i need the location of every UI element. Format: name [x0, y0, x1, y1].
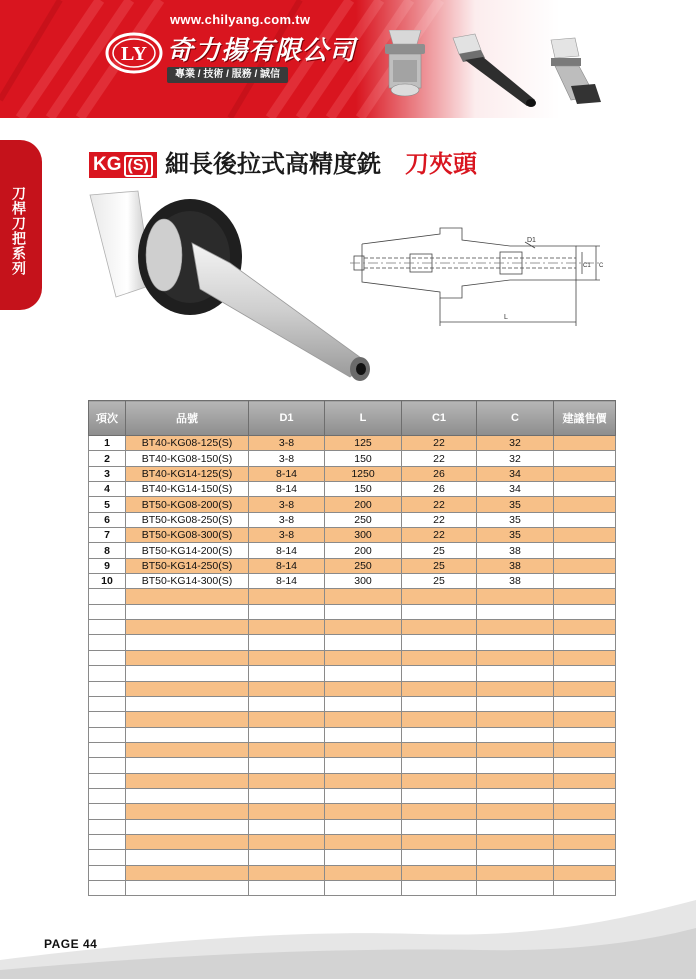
cell-part-number: [126, 635, 249, 650]
cell-index: 4: [89, 482, 126, 497]
product-code-suffix: (S): [124, 155, 153, 177]
cell-d1: [249, 788, 325, 803]
cell-index: [89, 727, 126, 742]
cell-c: [477, 742, 554, 757]
cell-d1: [249, 804, 325, 819]
cell-index: [89, 865, 126, 880]
cell-c1: [402, 727, 477, 742]
table-row: [89, 712, 616, 727]
cell-d1: [249, 635, 325, 650]
section-side-tab[interactable]: [0, 140, 42, 310]
cell-l: 150: [325, 451, 402, 466]
cell-index: [89, 635, 126, 650]
cell-c: [477, 865, 554, 880]
cell-l: [325, 604, 402, 619]
cell-index: 2: [89, 451, 126, 466]
cell-part-number: [126, 742, 249, 757]
col-header-l: L: [325, 401, 402, 436]
cell-c1: 22: [402, 451, 477, 466]
cell-l: 300: [325, 574, 402, 589]
cell-price: [554, 650, 616, 665]
table-body: [89, 436, 616, 896]
cell-c: [477, 712, 554, 727]
cell-part-number: [126, 696, 249, 711]
cell-price: [554, 466, 616, 481]
cell-c1: [402, 865, 477, 880]
cell-part-number: [126, 727, 249, 742]
cell-c1: 22: [402, 512, 477, 527]
cell-l: [325, 834, 402, 849]
cell-part-number: [126, 819, 249, 834]
cell-c: [477, 834, 554, 849]
cell-price: [554, 482, 616, 497]
cell-c: [477, 635, 554, 650]
table-row: [89, 696, 616, 711]
cell-c1: 25: [402, 574, 477, 589]
cell-l: 250: [325, 558, 402, 573]
cell-l: [325, 620, 402, 635]
cell-price: [554, 834, 616, 849]
cell-price: [554, 850, 616, 865]
table-row: [89, 558, 616, 573]
cell-index: [89, 819, 126, 834]
cell-part-number: [126, 834, 249, 849]
cell-l: [325, 758, 402, 773]
cell-c1: 25: [402, 558, 477, 573]
dim-label-c: C: [599, 263, 604, 269]
cell-d1: 3-8: [249, 451, 325, 466]
cell-d1: 3-8: [249, 512, 325, 527]
svg-text:LY: LY: [121, 43, 147, 65]
cell-l: [325, 880, 402, 895]
col-header-d1: D1: [249, 401, 325, 436]
cell-d1: [249, 758, 325, 773]
cell-part-number: [126, 804, 249, 819]
cell-d1: [249, 850, 325, 865]
cell-part-number: [126, 681, 249, 696]
cell-c: 35: [477, 528, 554, 543]
cell-d1: 8-14: [249, 574, 325, 589]
cell-part-number: BT50-KG08-200(S): [126, 497, 249, 512]
cell-l: [325, 681, 402, 696]
cell-part-number: [126, 589, 249, 604]
cell-index: [89, 758, 126, 773]
cell-c: 32: [477, 451, 554, 466]
cell-c1: 22: [402, 497, 477, 512]
col-header-c: C: [477, 401, 554, 436]
company-logo: [104, 30, 164, 76]
cell-part-number: BT40-KG08-125(S): [126, 436, 249, 451]
cell-c1: [402, 696, 477, 711]
cell-l: [325, 696, 402, 711]
cell-index: [89, 589, 126, 604]
cell-c: [477, 727, 554, 742]
cell-part-number: BT50-KG08-300(S): [126, 528, 249, 543]
cell-price: [554, 558, 616, 573]
cell-price: [554, 773, 616, 788]
cell-index: [89, 604, 126, 619]
cell-price: [554, 788, 616, 803]
cell-price: [554, 712, 616, 727]
cell-l: [325, 865, 402, 880]
cell-c: [477, 819, 554, 834]
cell-index: [89, 742, 126, 757]
cell-index: [89, 666, 126, 681]
cell-d1: [249, 819, 325, 834]
cell-c1: [402, 834, 477, 849]
cell-l: 200: [325, 497, 402, 512]
cell-part-number: BT50-KG14-300(S): [126, 574, 249, 589]
cell-price: [554, 819, 616, 834]
cell-c1: [402, 604, 477, 619]
table-row: [89, 650, 616, 665]
cell-c: [477, 650, 554, 665]
product-title-accent: 刀夾頭: [405, 151, 477, 178]
cell-index: 3: [89, 466, 126, 481]
cell-index: [89, 696, 126, 711]
website-url[interactable]: www.chilyang.com.tw: [170, 12, 311, 27]
cell-price: [554, 589, 616, 604]
cell-part-number: BT40-KG14-150(S): [126, 482, 249, 497]
footer-swoosh: [0, 900, 696, 979]
table-row: [89, 482, 616, 497]
cell-l: [325, 666, 402, 681]
cell-price: [554, 497, 616, 512]
cell-c1: 25: [402, 543, 477, 558]
cell-c1: [402, 742, 477, 757]
cell-index: [89, 620, 126, 635]
cell-part-number: [126, 620, 249, 635]
page-number: [44, 937, 97, 951]
table-row: [89, 451, 616, 466]
cell-index: [89, 850, 126, 865]
table-row: [89, 466, 616, 481]
table-row: [89, 528, 616, 543]
cell-part-number: [126, 850, 249, 865]
cell-d1: 8-14: [249, 543, 325, 558]
cell-d1: [249, 773, 325, 788]
product-title-main: 細長後拉式高精度銑: [165, 151, 381, 178]
cell-c1: [402, 758, 477, 773]
cell-c: [477, 773, 554, 788]
cell-l: [325, 650, 402, 665]
table-row: [89, 850, 616, 865]
table-header-row: [89, 401, 616, 436]
cell-c: 32: [477, 436, 554, 451]
cell-index: 5: [89, 497, 126, 512]
cell-index: [89, 681, 126, 696]
table-row: [89, 497, 616, 512]
cell-part-number: [126, 604, 249, 619]
product-code: KG: [93, 154, 122, 175]
cell-index: 9: [89, 558, 126, 573]
cell-d1: [249, 742, 325, 757]
cell-d1: [249, 712, 325, 727]
cell-c: 35: [477, 512, 554, 527]
table-row: [89, 880, 616, 895]
technical-drawing: [350, 222, 620, 332]
cell-c: [477, 788, 554, 803]
table-row: [89, 604, 616, 619]
table-row: [89, 635, 616, 650]
table-row: [89, 589, 616, 604]
table-row: [89, 512, 616, 527]
cell-c: [477, 604, 554, 619]
cell-part-number: [126, 666, 249, 681]
cell-index: [89, 804, 126, 819]
table-row: [89, 666, 616, 681]
cell-c: 34: [477, 466, 554, 481]
cell-c: [477, 758, 554, 773]
table-row: [89, 804, 616, 819]
cell-l: 1250: [325, 466, 402, 481]
table-row: [89, 620, 616, 635]
cell-c: [477, 681, 554, 696]
cell-c: 38: [477, 558, 554, 573]
table-row: [89, 788, 616, 803]
cell-price: [554, 635, 616, 650]
cell-d1: [249, 604, 325, 619]
cell-c1: [402, 650, 477, 665]
cell-d1: 3-8: [249, 436, 325, 451]
cell-l: [325, 850, 402, 865]
cell-c1: [402, 635, 477, 650]
dim-label-d1: D1: [527, 237, 536, 244]
cell-c1: [402, 804, 477, 819]
dim-label-l: L: [504, 314, 508, 321]
cell-d1: [249, 727, 325, 742]
cell-l: [325, 727, 402, 742]
cell-index: [89, 650, 126, 665]
cell-price: [554, 543, 616, 558]
cell-c: [477, 850, 554, 865]
cell-index: 7: [89, 528, 126, 543]
cell-c: 35: [477, 497, 554, 512]
cell-d1: [249, 696, 325, 711]
table-row: [89, 758, 616, 773]
cell-index: 8: [89, 543, 126, 558]
cell-c1: [402, 620, 477, 635]
cell-price: [554, 804, 616, 819]
cell-part-number: [126, 788, 249, 803]
tool-holder-illustration-3: [551, 38, 601, 104]
cell-part-number: [126, 758, 249, 773]
cell-part-number: [126, 880, 249, 895]
table-row: [89, 819, 616, 834]
cell-l: [325, 635, 402, 650]
cell-price: [554, 528, 616, 543]
cell-c1: [402, 819, 477, 834]
cell-price: [554, 696, 616, 711]
cell-price: [554, 451, 616, 466]
spec-table: [88, 400, 616, 896]
cell-part-number: BT40-KG08-150(S): [126, 451, 249, 466]
cell-index: [89, 773, 126, 788]
col-header-price: 建議售價: [554, 401, 616, 436]
tool-holder-illustration-2: [453, 34, 536, 107]
cell-index: 1: [89, 436, 126, 451]
cell-c: [477, 804, 554, 819]
cell-price: [554, 742, 616, 757]
cell-c1: 22: [402, 528, 477, 543]
cell-price: [554, 880, 616, 895]
cell-index: [89, 834, 126, 849]
cell-part-number: [126, 712, 249, 727]
cell-l: [325, 589, 402, 604]
table-row: [89, 681, 616, 696]
cell-d1: [249, 666, 325, 681]
cell-part-number: BT50-KG08-250(S): [126, 512, 249, 527]
table-row: [89, 742, 616, 757]
cell-l: 150: [325, 482, 402, 497]
col-header-index: 項次: [89, 401, 126, 436]
cell-d1: 8-14: [249, 482, 325, 497]
cell-c: 34: [477, 482, 554, 497]
cell-d1: [249, 650, 325, 665]
cell-c1: [402, 681, 477, 696]
cell-part-number: BT50-KG14-250(S): [126, 558, 249, 573]
cell-part-number: [126, 650, 249, 665]
cell-c1: [402, 712, 477, 727]
cell-c: [477, 880, 554, 895]
cell-d1: [249, 880, 325, 895]
cell-d1: [249, 681, 325, 696]
cell-price: [554, 512, 616, 527]
cell-l: [325, 773, 402, 788]
company-tagline: 專業 / 技術 / 服務 / 誠信: [167, 67, 288, 83]
cell-c: [477, 589, 554, 604]
cell-l: 300: [325, 528, 402, 543]
cell-c1: [402, 589, 477, 604]
cell-d1: 8-14: [249, 466, 325, 481]
cell-l: [325, 804, 402, 819]
side-tab-label: 刀桿刀把系列: [11, 186, 27, 276]
cell-part-number: [126, 865, 249, 880]
cell-price: [554, 865, 616, 880]
cell-d1: 3-8: [249, 528, 325, 543]
cell-index: 6: [89, 512, 126, 527]
cell-d1: 8-14: [249, 558, 325, 573]
cell-price: [554, 727, 616, 742]
cell-price: [554, 620, 616, 635]
tool-holder-images: [375, 30, 635, 110]
cell-price: [554, 681, 616, 696]
cell-c: 38: [477, 543, 554, 558]
page-label: PAGE: [44, 937, 80, 951]
cell-index: [89, 788, 126, 803]
tool-holder-illustration-1: [385, 30, 425, 96]
col-header-c1: C1: [402, 401, 477, 436]
cell-part-number: BT40-KG14-125(S): [126, 466, 249, 481]
cell-l: 125: [325, 436, 402, 451]
table-row: [89, 574, 616, 589]
cell-d1: [249, 865, 325, 880]
cell-c1: 26: [402, 466, 477, 481]
cell-c: [477, 620, 554, 635]
cell-c: [477, 666, 554, 681]
cell-c1: [402, 880, 477, 895]
product-photo: [80, 185, 380, 390]
cell-l: [325, 819, 402, 834]
cell-d1: [249, 589, 325, 604]
cell-price: [554, 436, 616, 451]
table-row: [89, 773, 616, 788]
cell-l: 200: [325, 543, 402, 558]
header-banner: [0, 0, 696, 118]
table-row: [89, 865, 616, 880]
table-row: [89, 543, 616, 558]
cell-d1: 3-8: [249, 497, 325, 512]
cell-index: 10: [89, 574, 126, 589]
cell-price: [554, 666, 616, 681]
page-number-value: 44: [82, 937, 98, 951]
cell-c1: 26: [402, 482, 477, 497]
cell-part-number: BT50-KG14-200(S): [126, 543, 249, 558]
cell-index: [89, 880, 126, 895]
company-name: 奇力揚有限公司: [167, 35, 357, 65]
cell-c1: [402, 788, 477, 803]
cell-l: 250: [325, 512, 402, 527]
table-row: [89, 727, 616, 742]
cell-c1: [402, 850, 477, 865]
cell-d1: [249, 620, 325, 635]
cell-c: 38: [477, 574, 554, 589]
cell-index: [89, 712, 126, 727]
cell-price: [554, 758, 616, 773]
cell-l: [325, 712, 402, 727]
cell-c: [477, 696, 554, 711]
cell-l: [325, 788, 402, 803]
cell-c1: [402, 666, 477, 681]
cell-price: [554, 604, 616, 619]
cell-l: [325, 742, 402, 757]
cell-c1: [402, 773, 477, 788]
col-header-part-number: 品號: [126, 401, 249, 436]
cell-c1: 22: [402, 436, 477, 451]
table-row: [89, 436, 616, 451]
dim-label-c1: C1: [583, 263, 591, 269]
product-code-badge: [89, 152, 157, 178]
cell-d1: [249, 834, 325, 849]
cell-part-number: [126, 773, 249, 788]
cell-price: [554, 574, 616, 589]
table-row: [89, 834, 616, 849]
